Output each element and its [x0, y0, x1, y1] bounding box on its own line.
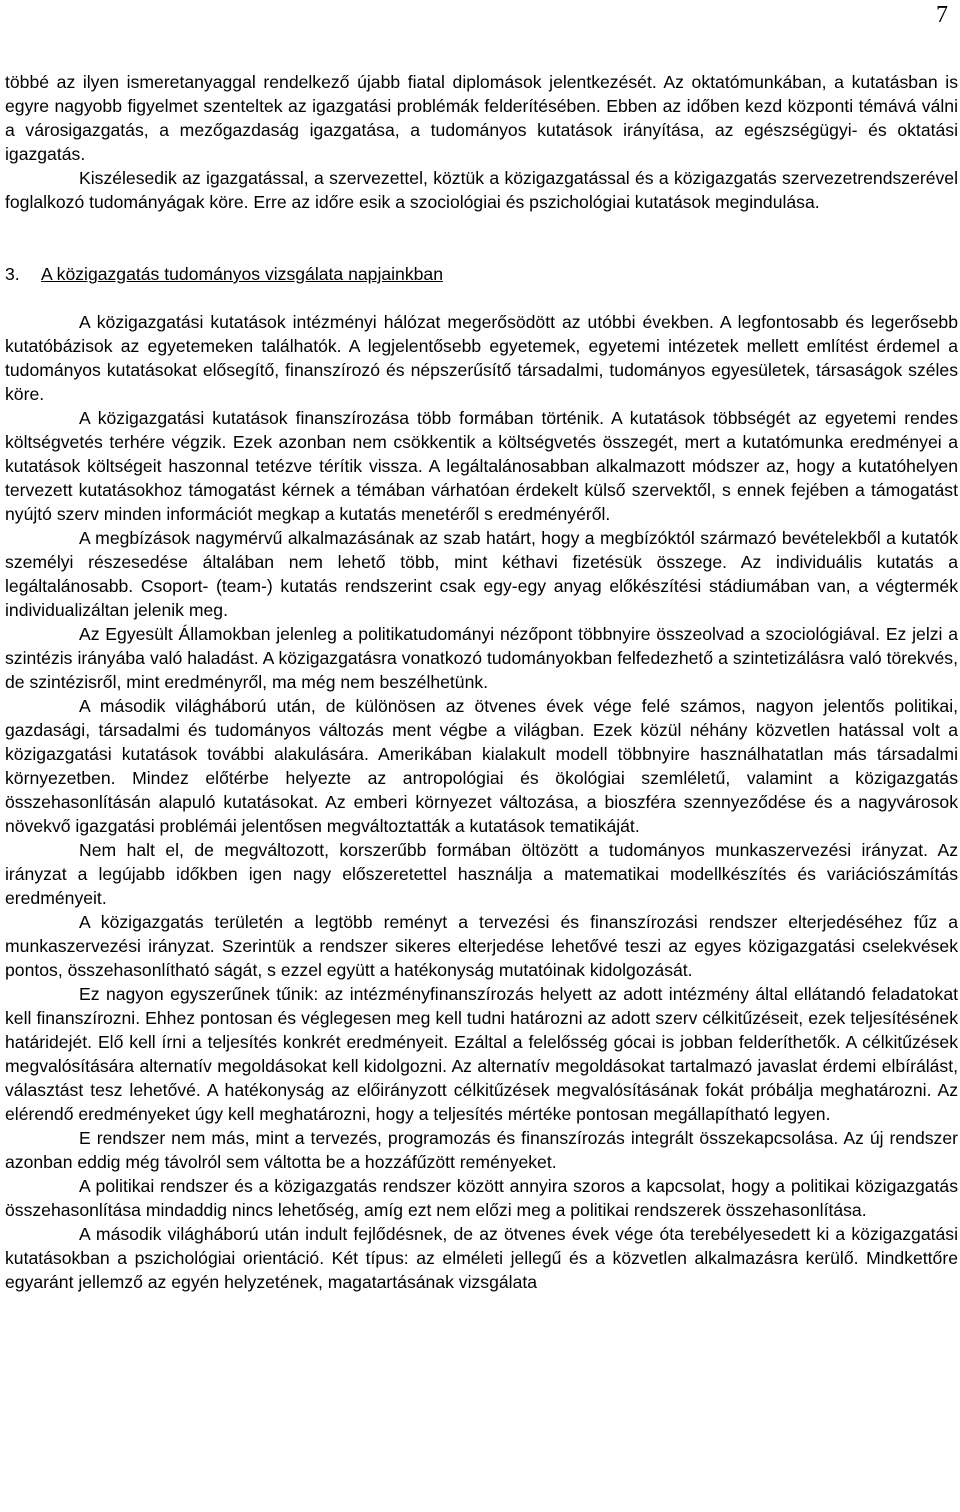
intro-paragraph-1: többé az ilyen ismeretanyaggal rendelkező újabb fiatal diplomások jelentkezését. Az oktatómunkában, a kutatásban is egyre nagyobb figyelmet szenteltek az igazgatási problémák felderítésében. Ebben az időben kezd központi témává válni a városigazgatás, a mezőgazdaság igazgatása, a tudományos kutatások irányítása, az egészségügyi- és oktatási igazgatás.: [5, 72, 958, 164]
section-heading: [5, 262, 958, 310]
paragraph: A közigazgatási kutatások finanszírozása több formában történik. A kutatások többségét az egyetemi rendes költségvetés terhére végzik. Ezek azonban nem csökkentik a költségvetés összegét, mert a kutatómunka eredményei a kutatások költségeit haszonnal tetézve térítik vissza. A legáltalánosabban alkalmazott módszer az, hogy a kutatóhelyen tervezett kutatásokhoz támogatást kérnek a témában várhatóan érdekelt külső szervektől, s ennek fejében a támogatást nyújtó szerv minden információt megkap a kutatás menetéről s eredményéről.: [5, 408, 958, 524]
paragraph: A közigazgatás területén a legtöbb reményt a tervezési és finanszírozási rendszer elterjedéséhez fűz a munkaszervezési irányzat. Szerintük a rendszer sikeres elterjedése lehetővé teszi az egyes közigazgatási cselekvések pontos, összehasonlítható ságát, s ezzel együtt a hatékonyság mutatóinak kidolgozását.: [5, 912, 958, 980]
paragraph: E rendszer nem más, mint a tervezés, programozás és finanszírozás integrált összekapcsolása. Az új rendszer azonban eddig még távolról sem váltotta be a hozzáfűzött reményeket.: [5, 1128, 958, 1172]
paragraph: A második világháború után indult fejlődésnek, de az ötvenes évek vége óta terebélyesedett ki a közigazgatási kutatásokban a pszichológiai orientáció. Két típus: az elméleti jellegű és a közvetlen alkalmazásra kerülő. Mindkettőre egyaránt jellemző az egyén helyzetének, magatartásának vizsgálata: [5, 1224, 958, 1292]
body-text: [5, 70, 958, 1294]
paragraph: A második világháború után, de különösen az ötvenes évek vége felé számos, nagyon jelentős politikai, gazdasági, társadalmi és tudományos változás ment végbe a világban. Ezek közül néhány közvetlen hatással volt a közigazgatási kutatások további alakulására. Amerikában kialakult modell többnyire használhatatlan más társadalmi környezetben. Mindez előtérbe helyezte az antropológiai és ökológiai szemléletű, valamint a közigazgatás összehasonlításán alapuló kutatásokat. Az emberi környezet változása, a bioszféra szennyeződése és a nagyvárosok növekvő igazgatási problémái jelentősen megváltoztatták a kutatások tematikáját.: [5, 696, 958, 836]
page-number: 7: [936, 2, 948, 28]
paragraph: A közigazgatási kutatások intézményi hálózat megerősödött az utóbbi években. A legfontosabb és legerősebb kutatóbázisok az egyetemeken találhatók. A legjelentősebb egyetemek, egyetemi intézetek mellett említést érdemel a tudományos kutatásokat elősegítő, finanszírozó és népszerűsítő társadalmi, tudományos egyesületek, társaságok széles köre.: [5, 312, 958, 404]
paragraph: A megbízások nagymérvű alkalmazásának az szab határt, hogy a megbízóktól származó bevételekből a kutatók személyi részesedése általában nem lehető több, mint kéthavi fizetésük összege. Az individuális kutatás a legáltalánosabb. Csoport- (team-) kutatás rendszerint csak egy-egy anyag előkészítési stádiumában van, a végtermék individualizáltan jelenik meg.: [5, 528, 958, 620]
paragraph: Ez nagyon egyszerűnek tűnik: az intézményfinanszírozás helyett az adott intézmény által ellátandó feladatokat kell finanszírozni. Ehhez pontosan és véglegesen meg kell tudni határozni az adott szerv célkitűzéseit, ezek teljesítésének határidejét. Elő kell írni a teljesítés konkrét eredményeit. Ezáltal a felelősség gócai is jobban felderíthetők. A célkitűzések megvalósítására alternatív megoldásokat kell kidolgozni. Az alternatív megoldásokat tartalmazó javaslat érdemi elbírálást, választást tesz lehetővé. A hatékonyság az előirányzott célkitűzések megvalósításának fokát próbálja meghatározni. Az elérendő eredményeket úgy kell meghatározni, hogy a teljesítés mértéke pontosan megállapítható legyen.: [5, 984, 958, 1124]
section-spacer: [5, 214, 958, 262]
section-title: A közigazgatás tudományos vizsgálata napjainkban: [41, 264, 443, 284]
paragraph: Az Egyesült Államokban jelenleg a politikatudományi nézőpont többnyire összeolvad a szociológiával. Ez jelzi a szintézis irányába való haladást. A közigazgatásra vonatkozó tudományokban felfedezhető a szintetizálásra való törekvés, de szintézisről, mint eredményről, ma még nem beszélhetünk.: [5, 624, 958, 692]
section-number: 3.: [5, 264, 20, 284]
paragraph: Nem halt el, de megváltozott, korszerűbb formában öltözött a tudományos munkaszervezési irányzat. Az irányzat a legújabb időkben igen nagy előszeretettel használja a matematikai modellkészítés és variációszámítás eredményeit.: [5, 840, 958, 908]
intro-paragraph-2: Kiszélesedik az igazgatással, a szervezettel, köztük a közigazgatással és a közigazgatás szervezetrendszerével foglalkozó tudományágak köre. Erre az időre esik a szociológiai és pszichológiai kutatások megindulása.: [5, 168, 958, 212]
paragraph: A politikai rendszer és a közigazgatás rendszer között annyira szoros a kapcsolat, hogy a politikai közigazgatás összehasonlítása mindaddig nincs lehetőség, amíg ezt nem előzi meg a politikai rendszerek összehasonlítása.: [5, 1176, 958, 1220]
